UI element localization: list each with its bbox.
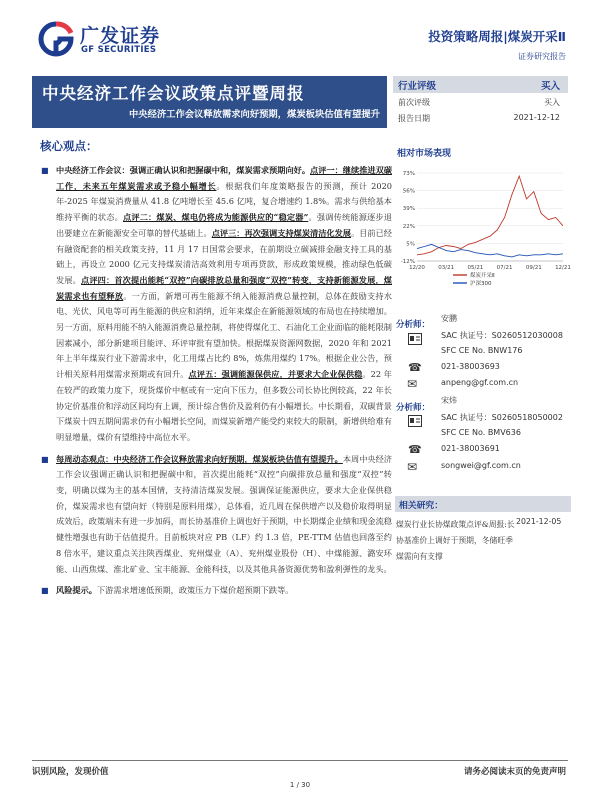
phone-icon: ☎ bbox=[408, 361, 422, 374]
analyst-2-phone: 021-38003691 bbox=[441, 444, 500, 453]
logo-chinese-name: 广发证券 bbox=[80, 25, 161, 47]
related-research-heading: 相关研究： bbox=[399, 501, 443, 511]
core-paragraph-3 bbox=[40, 583, 392, 599]
chart-series-line bbox=[417, 244, 563, 257]
report-date-label: 报告日期 bbox=[398, 114, 430, 123]
paragraph-lead: 风险提示。 bbox=[56, 585, 97, 596]
bullet-icon: ■ bbox=[41, 454, 49, 464]
chart-legend-label: 沪深300 bbox=[470, 281, 492, 287]
comment-four: 点评四：首次提出能耗“双控”向碳排放总量和强度“双控”转变，支持新能源发展，煤炭需求也有望释放 bbox=[56, 274, 392, 301]
report-subtitle: 中央经济工作会议释放需求向好预期，煤炭板块估值有望提升 bbox=[128, 109, 380, 120]
previous-rating-label: 前次评级 bbox=[398, 98, 430, 107]
page-number: 1 / 30 bbox=[289, 781, 311, 789]
bullet-icon: ■ bbox=[41, 586, 49, 596]
email-icon: ✉ bbox=[407, 377, 418, 391]
title-banner bbox=[32, 76, 387, 128]
paragraph-text: 本周中央经济工作会议强调正确认识和把握碳中和，首次提出能耗“双控”向碳排放总量和强度“双控”转变，明确以煤为主的基本国情，支持清洁煤炭发展。强调保证能源供应，要求大企业保供稳价，煤炭需求也有望向好（特别是原料用煤），总体看，近几周在保供增产以及稳价取得明显成效后，政策端未有进一步加码，而长协基准价上调也好于预期，中长期煤企业绩和现金流稳健性增强也有助于估值提升。目前板块对应 PB（LF）约 1.3 倍，PE-TTM 估值也回落至约 8 倍水平，建议重点关注陕西煤业、兖州煤业（A）、兖州煤业股份（H）、中煤能源、潞安环能、山西焦煤、淮北矿业、宝丰能源、金能科技，以及其他具备资源优势和盈利弹性的龙头。 bbox=[56, 453, 392, 574]
footer-divider bbox=[32, 760, 568, 761]
chart-y-tick-label: 5% bbox=[406, 241, 415, 248]
chart-x-tick-label: 07/21 bbox=[496, 265, 513, 271]
company-logo bbox=[38, 21, 168, 57]
analyst-2-name: 宋炜 bbox=[441, 396, 457, 405]
chart-y-tick-label: 39% bbox=[402, 206, 415, 213]
chart-y-tick-label: 56% bbox=[402, 188, 415, 195]
analyst-2-email[interactable]: songwei@gf.com.cn bbox=[441, 461, 521, 470]
analyst-1-email[interactable]: anpeng@gf.com.cn bbox=[441, 378, 519, 387]
relative-performance-chart bbox=[393, 167, 571, 289]
core-paragraph-2 bbox=[40, 452, 392, 578]
chart-y-tick-label: -12% bbox=[400, 259, 415, 265]
analyst-2-sfc: SFC CE No. BMV636 bbox=[441, 428, 521, 437]
chart-series-line bbox=[417, 176, 563, 255]
previous-rating-row bbox=[393, 95, 568, 110]
footer-slogan: 识别风险，发现价值 bbox=[32, 767, 109, 777]
comment-two: 点评二：煤炭、煤电仍将成为能源供应的“稳定器” bbox=[122, 212, 309, 223]
core-paragraph-1 bbox=[40, 163, 392, 446]
report-date-row bbox=[393, 111, 568, 126]
comment-five: 点评五：强调能源保供应，并要求大企业保供稳 bbox=[188, 369, 363, 380]
rating-header bbox=[393, 76, 568, 93]
gf-logo-icon bbox=[38, 21, 74, 57]
analyst-1-name: 安鹏 bbox=[441, 314, 457, 323]
paragraph-text: 下游需求增速低预期，政策压力下煤价超预期下跌等。 bbox=[96, 585, 294, 596]
paragraph-text: 。一方面，新增可再生能源不纳入能源消费总量控制，总体在鼓励支持水电、光伏、风电等可再生能源的供应和消纳，近年来煤企在新能源领域的布局也在持续增加。另一方面，原料用能不纳入能源消费总量控制，将使得煤化工、石油化工企业面临的能耗限制因素减小，部分新建项目能评、环评审批有望加快。根据煤炭资源网数据，2020 年和 2021 年上半年煤炭行业下游需求中，化工用煤占比约 8%，炼焦用煤约 17%。根据企业公告，预计相关原料用煤需求预期或有回升。 bbox=[56, 290, 392, 380]
paragraph-text: 。强调传统能源逐步退出要建立在新能源安全可靠的替代基础上。 bbox=[56, 212, 392, 238]
bullet-icon: ■ bbox=[41, 166, 49, 175]
id-card-icon bbox=[408, 415, 422, 427]
report-type: 投资策略周报|煤炭开采Ⅱ bbox=[428, 29, 566, 44]
analyst-1-sfc: SFC CE No. BNW176 bbox=[441, 346, 523, 355]
phone-icon: ☎ bbox=[408, 443, 422, 456]
analyst-1-sac: SAC 执证号：S0260512030008 bbox=[441, 331, 563, 340]
report-header bbox=[428, 27, 566, 62]
report-category: 证券研究报告 bbox=[518, 52, 566, 61]
chart-x-tick-label: 03/21 bbox=[438, 265, 455, 271]
rating-value: 买入 bbox=[540, 81, 560, 92]
comment-one: 点评一：继续推进双碳工作，未来五年煤炭需求或予稳小幅增长 bbox=[56, 165, 392, 191]
chart-y-tick-label: 22% bbox=[402, 223, 415, 230]
chart-y-tick-label: 73% bbox=[402, 171, 415, 177]
footer-disclaimer: 请务必阅读末页的免责声明 bbox=[463, 767, 566, 777]
chart-x-tick-label: 05/21 bbox=[467, 265, 484, 271]
email-icon: ✉ bbox=[407, 460, 418, 474]
related-research-date: 2021-12-05 bbox=[516, 517, 562, 526]
paragraph-text: 。22 年在较严的政策力度下，现货煤价中枢或有一定向下压力，但多数公司长协比例较高，22 年长协定价基准价和浮动区间均有上调，预计综合售价及盈利仍有小幅增长。中长期看，双碳背景下煤炭十四五期间需求仍有小幅增长空间，而煤炭新增产能受约束较大的限制，新增供给难有明显增量，煤价有望维持中高位水平。 bbox=[56, 369, 392, 442]
rating-box bbox=[393, 76, 568, 127]
related-research-link[interactable]: 煤炭行业长协煤政策点评&周报:长协基准价上调好于预期，冬储旺季煤需向有支撑 bbox=[396, 520, 515, 562]
analyst-2-label: 分析师： bbox=[396, 403, 431, 413]
report-title: 中央经济工作会议政策点评暨周报 bbox=[42, 84, 305, 103]
market-performance-title: 相对市场表现 bbox=[397, 149, 452, 159]
analyst-1-phone: 021-38003693 bbox=[441, 362, 500, 371]
core-views-heading: 核心观点： bbox=[40, 139, 98, 153]
paragraph-lead: 每周动态观点：中央经济工作会议释放需求向好预期，煤炭板块估值有望提升。 bbox=[56, 453, 343, 464]
chart-x-tick-label: 12/20 bbox=[409, 265, 425, 271]
paragraph-text: 。目前已经有融资配套的相关政策支持，11 月 17 日国常会要求，在前期设立碳减排金融支持工具的基础上，再设立 2000 亿元支持煤炭清洁高效利用专项再贷款，形成政策规模，推动绿色低碳发展。 bbox=[56, 227, 392, 285]
core-views-body bbox=[40, 163, 392, 599]
chart-legend-label: 煤炭开采Ⅱ bbox=[470, 273, 495, 279]
paragraph-lead: 中央经济工作会议：强调正确认识和把握碳中和，煤炭需求预期向好。 bbox=[56, 165, 311, 175]
logo-english-name: GF SECURITIES bbox=[81, 45, 157, 55]
paragraph-text: 。根据我们年度策略报告的预测，预计 2020 年-2025 年煤炭消费量从 41.8 亿吨增长至 45.6 亿吨，复合增速约 1.8%。需求与供给基本维持平衡的状态。 bbox=[56, 180, 392, 223]
chart-x-tick-label: 09/21 bbox=[525, 265, 542, 271]
analyst-1-label: 分析师： bbox=[396, 320, 431, 330]
id-card-icon bbox=[408, 333, 422, 345]
report-date-value: 2021-12-12 bbox=[513, 113, 560, 122]
chart-x-tick-label: 12/21 bbox=[555, 265, 571, 271]
comment-three: 点评三：再次强调支持煤炭清洁化发展 bbox=[211, 227, 352, 238]
rating-label: 行业评级 bbox=[398, 81, 437, 92]
previous-rating-value: 买入 bbox=[544, 98, 560, 107]
related-research-header bbox=[395, 496, 571, 512]
analyst-2-sac: SAC 执证号：S0260518050002 bbox=[441, 413, 563, 422]
